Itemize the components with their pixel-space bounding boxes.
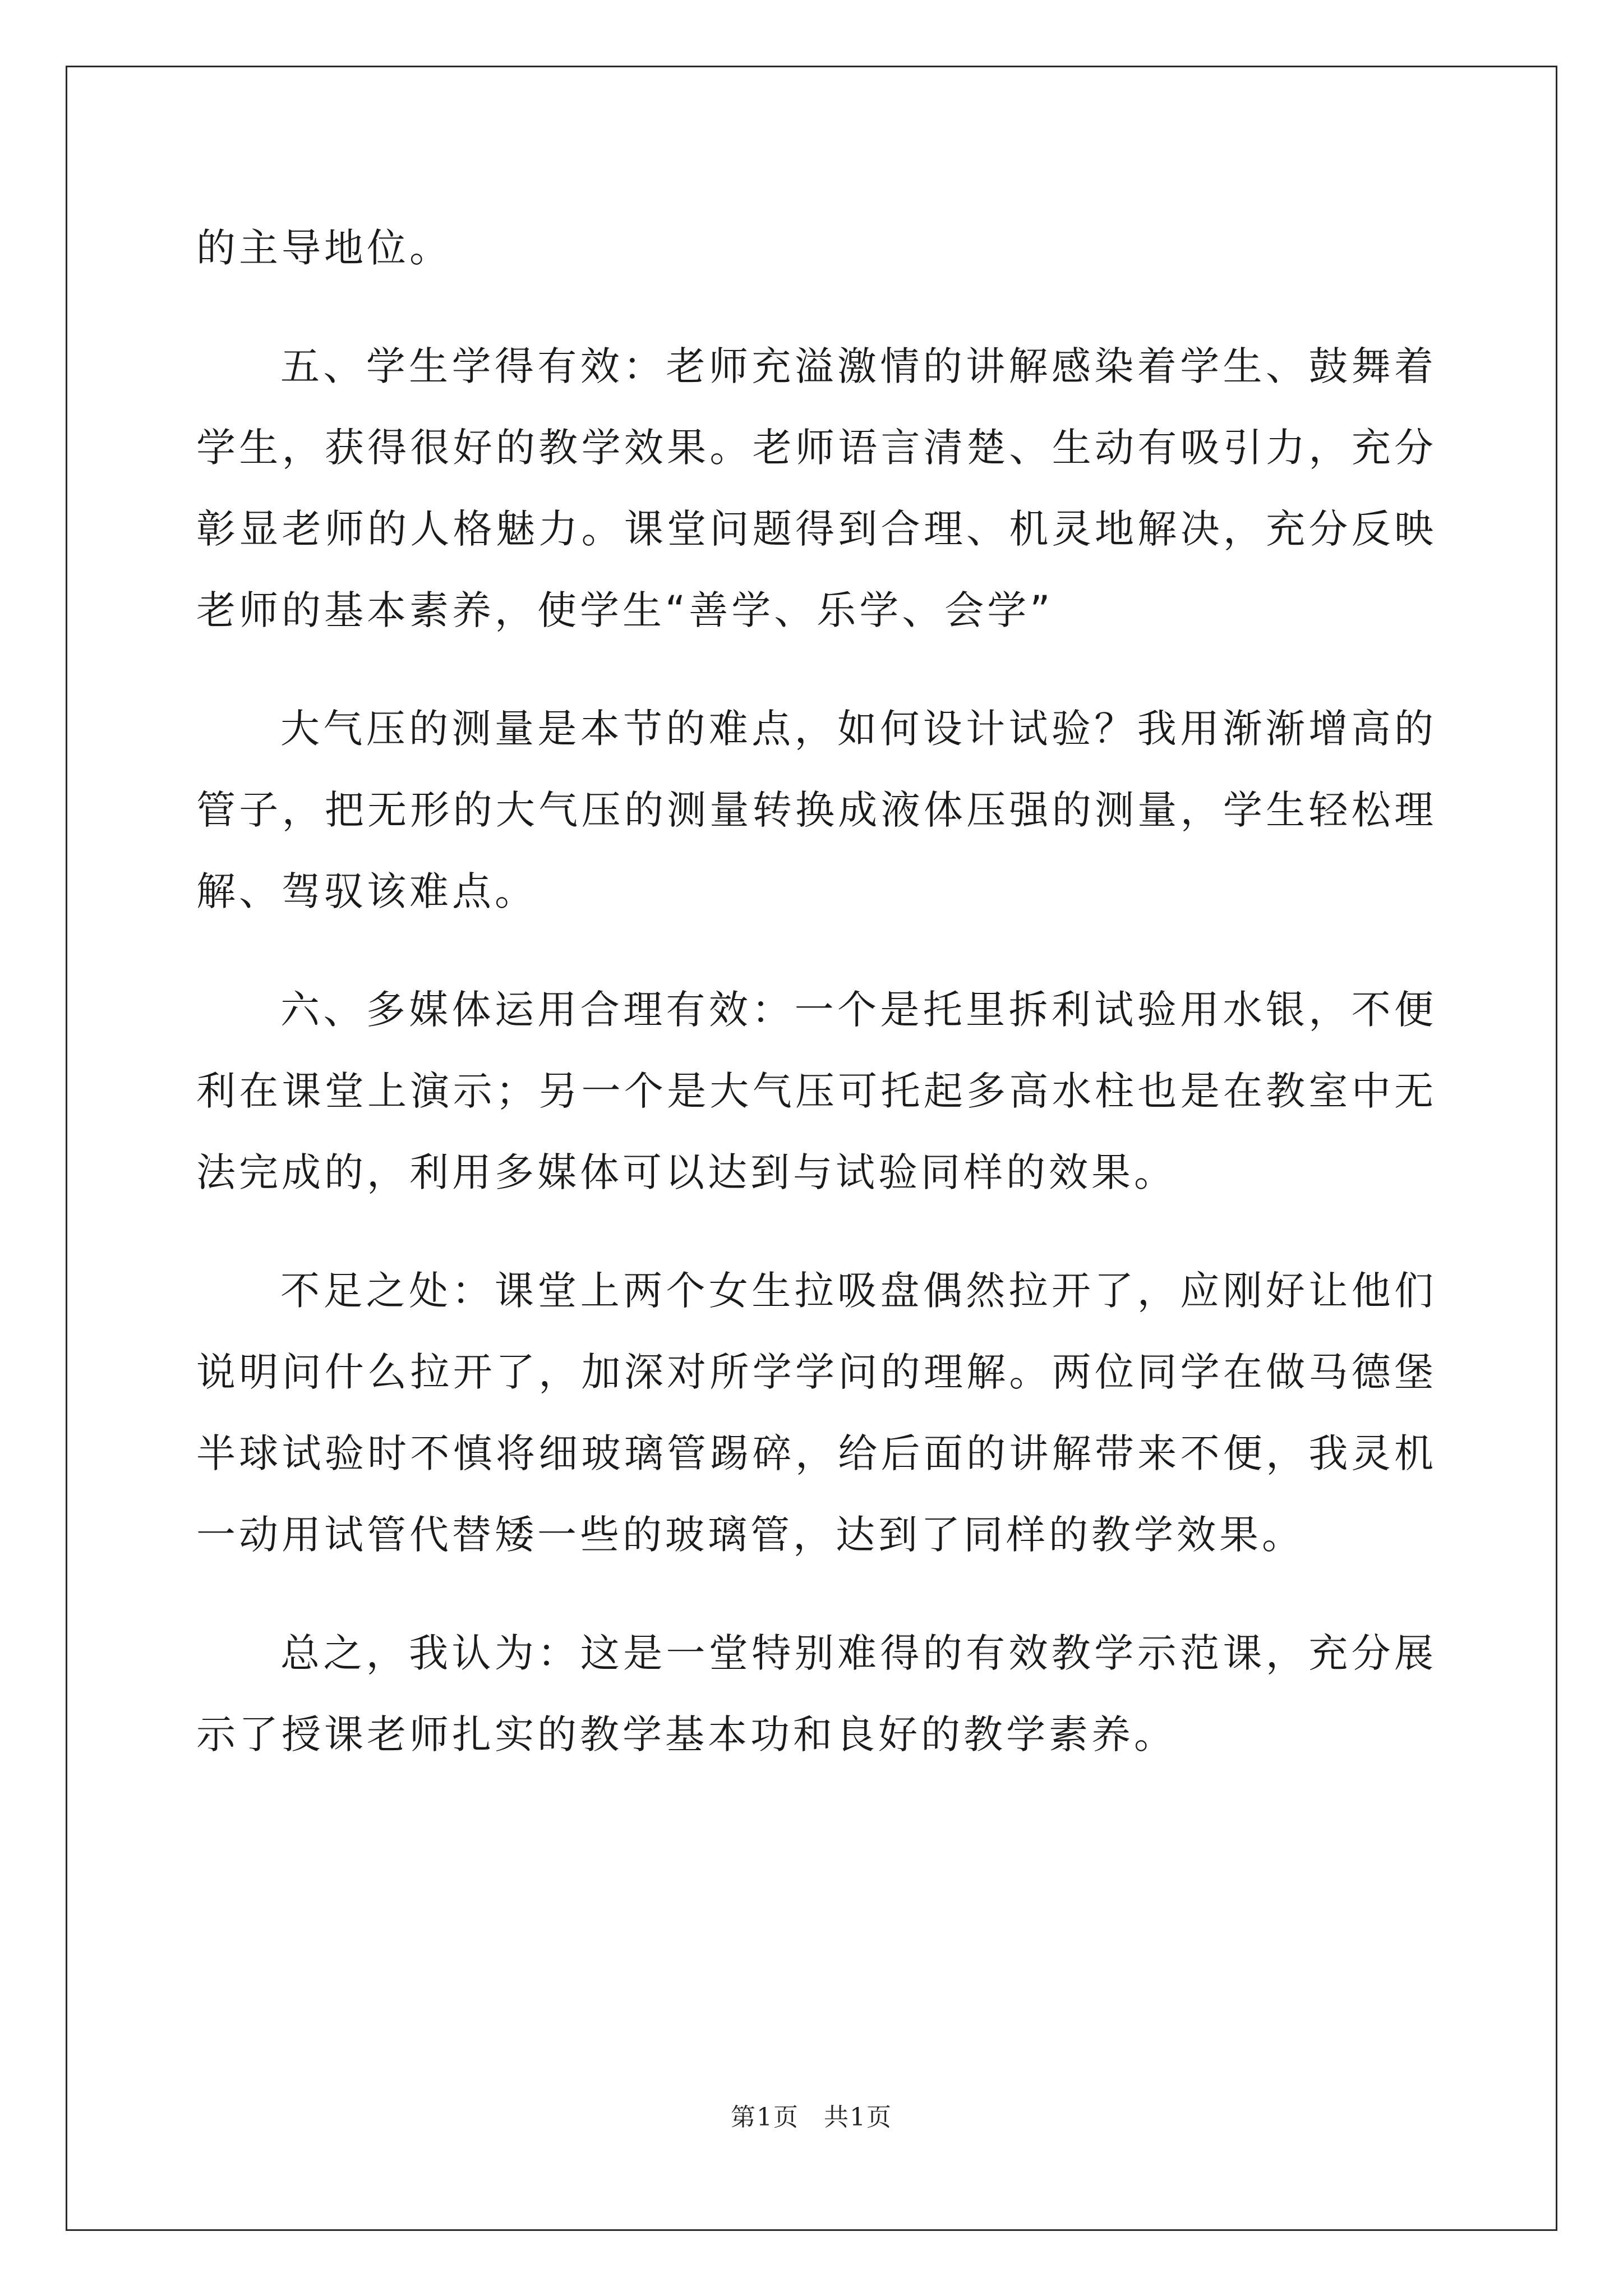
paragraph-continuation: 的主导地位。 (196, 225, 452, 271)
page-footer (0, 2097, 1623, 2133)
page-total: 共1页 (824, 2103, 892, 2132)
document-body (196, 208, 1437, 1812)
paragraph-conclusion: 总之，我认为：这是一堂特别难得的有效教学示范课，充分展示了授课老师扎实的教学基本功和良好的教学素养。 (196, 1630, 1437, 1757)
paragraph-shortcomings: 不足之处：课堂上两个女生拉吸盘偶然拉开了，应刚好让他们说明问什么拉开了，加深对所学学问的理解。两位同学在做马德堡半球试验时不慎将细玻璃管踢碎，给后面的讲解带来不便，我灵机一动用试管代替矮一些的玻璃管，达到了同样的教学效果。 (196, 1268, 1437, 1558)
paragraph-section-five: 五、学生学得有效：老师充溢激情的讲解感染着学生、鼓舞着学生，获得很好的教学效果。老师语言清楚、生动有吸引力，充分彰显老师的人格魅力。课堂问题得到合理、机灵地解决，充分反映老师的基本素养，使学生“善学、乐学、会学” (196, 343, 1437, 633)
paragraph-air-pressure: 大气压的测量是本节的难点，如何设计试验？我用渐渐增高的管子，把无形的大气压的测量转换成液体压强的测量，学生轻松理解、驾驭该难点。 (196, 706, 1437, 914)
paragraph-section-six: 六、多媒体运用合理有效：一个是托里拆利试验用水银，不便利在课堂上演示；另一个是大气压可托起多高水柱也是在教室中无法完成的，利用多媒体可以达到与试验同样的效果。 (196, 987, 1437, 1195)
page-number: 第1页 (731, 2103, 799, 2132)
